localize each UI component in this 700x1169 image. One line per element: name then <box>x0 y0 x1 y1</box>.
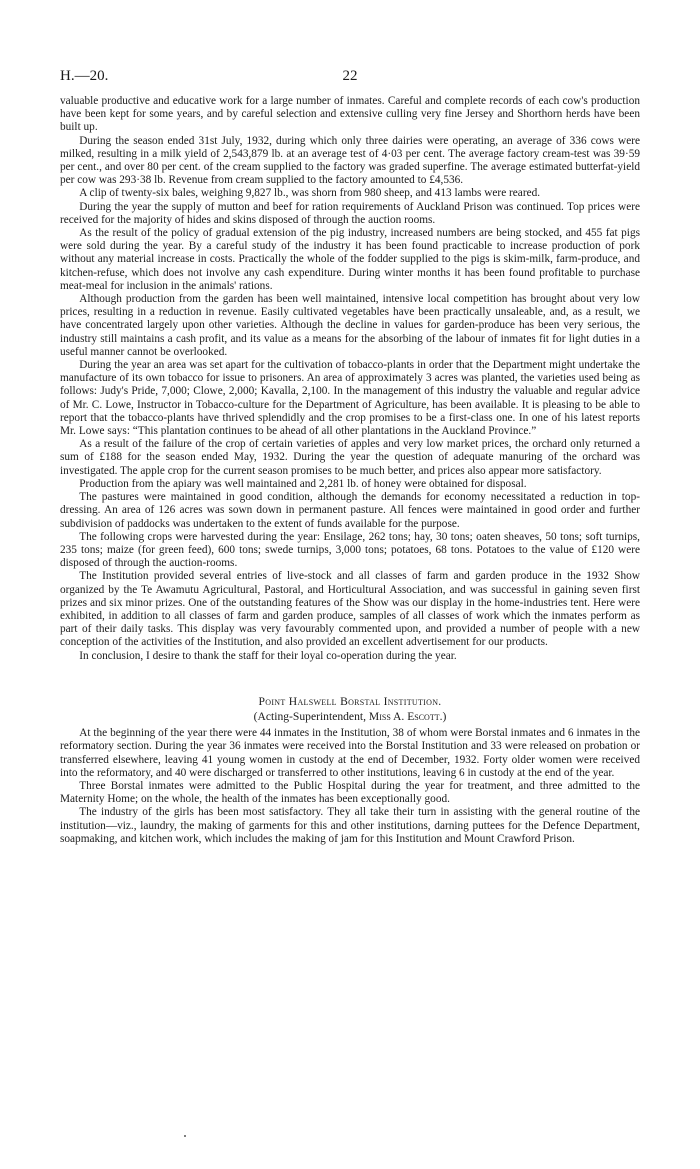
report-body <box>60 95 640 846</box>
paragraph-pastures: The pastures were maintained in good condition, although the demands for economy necessitated a reduction in top-dressing. An area of 126 acres was sown down in permanent pasture. All fences were maintained in good order and further subdivision of paddocks was undertaken to the extent of funds available for the purpose. <box>60 491 640 530</box>
paragraph-garden: Although production from the garden has been well maintained, intensive local competition has brought about very low prices, resulting in a reduction in revenue. Easily cultivated vegetables have been practically unsaleable, and, as a result, we have concentrated largely upon other varieties. Although the decline in values for garden-produce has been very serious, the industry still maintains a cash profit, and its value as a means for the absorbing of the labour of inmates fit for light duties in a useful manner cannot be overlooked. <box>60 293 640 358</box>
paragraph-pig-industry: As the result of the policy of gradual extension of the pig industry, increased numbers are being stocked, and 455 fat pigs were sold during the year. By a careful study of the industry it has been found practicable to increase production of pork without any material increase in costs. Practically the whole of the fodder supplied to the pigs is skim-milk, farm-produce, and kitchen-refuse, which does not involve any cash expenditure. During winter months it has been found profitable to purchase meat-meal for inclusion in the animals' rations. <box>60 227 640 292</box>
paragraph-show: The Institution provided several entries of live-stock and all classes of farm and garden produce in the 1932 Show organized by the Te Awamutu Agricultural, Pastoral, and Horticultural Association, and was successful in gaining seven first prizes and six minor prizes. One of the outstanding features of the Show was our display in the home-industries tent. Here were exhibited, in addition to all classes of farm and garden produce, samples of all classes of work which the inmates perform as part of their daily tasks. This display was very favourably commented upon, and provided a number of people with a new conception of the activities of the Institution, and also provided an excellent advertisement for our products. <box>60 570 640 649</box>
paragraph-dairy-season: During the season ended 31st July, 1932, during which only three dairies were operating, an average of 336 cows were milked, resulting in a milk yield of 2,543,879 lb. at an average test of 4·03 per cent. The average factory cream-test was 39·59 per cent., and over 80 per cent. of the cream supplied to the factory was graded superfine. The average estimated butterfat-yield per cow was 293·38 lb. Revenue from cream supplied to the factory amounted to £4,536. <box>60 134 640 187</box>
document-reference: H.—20. <box>60 68 109 84</box>
paragraph-tobacco: During the year an area was set apart for the cultivation of tobacco-plants in order that the Department might undertake the manufacture of its own tobacco for issue to prisoners. An area of approximately 3 acres was planted, the varieties used being as follows: Judy's Pride, 7,000; Clowe, 2,000; Kavalla, 2,100. In the management of this industry the valuable and regular advice of Mr. C. Lowe, Instructor in Tobacco-culture for the Department of Agriculture, has been available. It is pleasing to be able to report that the tobacco-plants have thrived splendidly and the crop promises to be a first-class one. In one of his latest reports Mr. Lowe says: “This plantation continues to be ahead of all other plantations in the Auckland Province.” <box>60 359 640 438</box>
subheading-suffix: .) <box>439 709 447 723</box>
subheading-prefix: (Acting-Superintendent, <box>253 709 369 723</box>
section-heading: Point Halswell Borstal Institution. <box>258 694 442 708</box>
section-subheading <box>60 710 640 723</box>
paragraph-mutton-beef: During the year the supply of mutton and beef for ration requirements of Auckland Prison was continued. Top prices were received for the majority of hides and skins disposed of through the auction rooms. <box>60 200 640 226</box>
paragraph-crops: The following crops were harvested during the year: Ensilage, 262 tons; hay, 30 tons; oaten sheaves, 50 tons; soft turnips, 235 tons; maize (for green feed), 600 tons; swede turnips, 3,000 tons; potatoes, 68 tons. Potatoes to the value of £120 were disposed of through the auction-rooms. <box>60 530 640 570</box>
superintendent-name: Miss A. Escott <box>368 709 440 723</box>
paragraph-apiary: Production from the apiary was well maintained and 2,281 lb. of honey were obtained for disposal. <box>79 477 527 490</box>
paragraph-wool-clip: A clip of twenty-six bales, weighing 9,827 lb., was shorn from 980 sheep, and 413 lambs were reared. <box>79 187 541 200</box>
paragraph-industry: The industry of the girls has been most satisfactory. They all take their turn in assisting with the general routine of the institution—viz., laundry, the making of garments for this and other institutions, darning puttees for the Defence Department, soapmaking, and kitchen work, which includes the making of jam for this Institution and Mount Crawford Prison. <box>60 806 640 845</box>
page-number: 22 <box>342 68 358 84</box>
paragraph-dairy-intro: valuable productive and educative work for a large number of inmates. Careful and complete records of each cow's production have been kept for some years, and by careful selection and extensive culling very fine Jersey and Shorthorn herds have been built up. <box>60 95 640 134</box>
page-header <box>60 68 640 88</box>
paragraph-health: Three Borstal inmates were admitted to the Public Hospital during the year for treatment, and three admitted to the Maternity Home; on the whole, the health of the inmates has been exceptionally good. <box>60 779 640 806</box>
paragraph-orchard: As a result of the failure of the crop of certain varieties of apples and very low market prices, the orchard only returned a sum of £188 for the season ended May, 1932. During the year the question of adequate manuring of the orchard was investigated. The apple crop for the current season promises to be much better, and prices also appear more satisfactory. <box>60 438 640 477</box>
paragraph-inmates: At the beginning of the year there were 44 inmates in the Institution, 38 of whom were Borstal inmates and 6 inmates in the reformatory section. During the year 36 inmates were received into the Borstal Institution and 33 were released on probation or transferred elsewhere, leaving 41 young women in custody at the end of December, 1932. Forty older women were received into the reformatory, and 40 were discharged or transferred to other institutions, leaving 6 in custody at the end of the year. <box>60 727 640 779</box>
paragraph-conclusion: In conclusion, I desire to thank the staff for their loyal co-operation during the year. <box>79 649 457 662</box>
stray-mark <box>184 1135 186 1137</box>
